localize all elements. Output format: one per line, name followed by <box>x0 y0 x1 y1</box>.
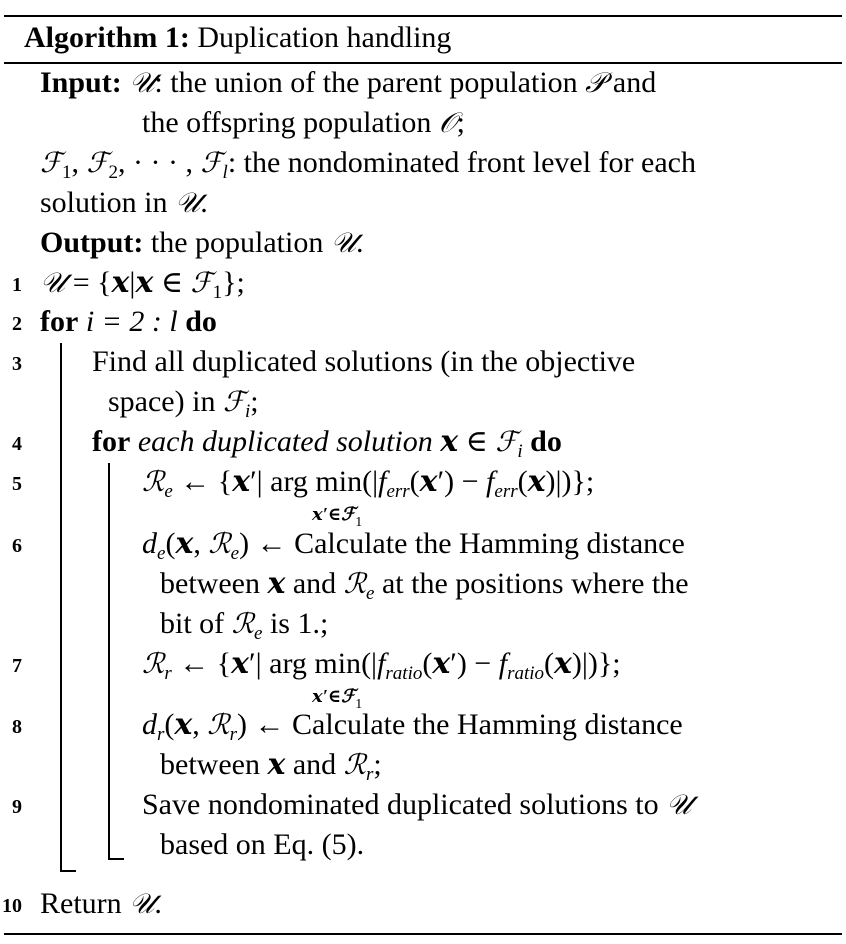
symbol-F: ℱ <box>190 266 213 299</box>
symbol-x: 𝒙 <box>432 647 451 680</box>
step-10: Return 𝒰. <box>40 887 162 920</box>
step-6c-rest: is 1.; <box>269 607 329 640</box>
step-3b: space) in ℱ$_i$; <box>108 385 259 422</box>
symbol-F: ℱ <box>200 146 223 179</box>
fronts-text-2: solution in <box>40 186 168 219</box>
rule-bot <box>4 933 842 935</box>
argmin-condition: 𝒙′∈ℱ <box>312 686 356 706</box>
symbol-x: 𝒙 <box>554 647 572 680</box>
inner-loop-foot <box>108 858 124 860</box>
argmin: arg min <box>270 465 363 498</box>
symbol-R: ℛ <box>343 748 367 781</box>
line-number-4: 4 <box>12 433 22 455</box>
output-label: Output: <box>40 226 144 259</box>
algorithm-name: Duplication handling <box>197 21 452 54</box>
symbol-x: 𝒙 <box>267 567 286 600</box>
symbol-R: ℛ <box>207 708 230 741</box>
step-6c: bit of ℛ$_e$ is 1.; <box>160 607 329 644</box>
input-line-2 <box>142 103 465 143</box>
word-bit-of: bit of <box>160 607 225 640</box>
assign-arrow: ← <box>180 465 211 498</box>
step-4: for each duplicated solution 𝒙 ∈ ℱ$_i$ do <box>92 425 562 462</box>
symbol-F: ℱ <box>40 146 63 179</box>
input-text-3: the offspring population <box>142 106 432 139</box>
step-2 <box>40 302 217 342</box>
symbol-R: ℛ <box>142 647 165 680</box>
line-number-6: 6 <box>12 535 22 557</box>
symbol-x: 𝒙 <box>175 527 194 560</box>
symbol-x: 𝒙 <box>135 266 154 299</box>
symbol-U: 𝒰 <box>129 887 155 920</box>
err-subscript: err <box>494 481 518 502</box>
keyword-return: Return <box>40 887 122 920</box>
word-between: between <box>160 567 260 600</box>
step-3b-text: space) in <box>108 385 216 418</box>
semicolon: ; <box>456 106 465 139</box>
step-1: 𝒰 = {𝒙|𝒙 ∈ ℱ$_1$}; <box>40 266 245 303</box>
keyword-do: do <box>185 305 217 338</box>
word-and: and <box>292 748 337 781</box>
algorithm-label: Algorithm 1: <box>24 21 190 54</box>
symbol-F: ℱ <box>222 385 245 418</box>
argmin: arg min <box>269 647 362 680</box>
step-9a <box>142 785 691 825</box>
step-3a: Find all duplicated solutions (in the objective <box>92 345 636 378</box>
argmin-under-5: 𝒙′∈ℱ$_1$ <box>312 504 363 530</box>
step-8b: between 𝒙 and ℛ$_r$; <box>160 748 382 785</box>
symbol-U: 𝒰 <box>330 226 357 259</box>
step-6b-rest: at the positions where the <box>381 567 689 600</box>
assign-arrow: ← <box>256 527 287 560</box>
symbol-R: ℛ <box>208 527 231 560</box>
argmin-condition: 𝒙′∈ℱ <box>312 504 356 524</box>
outer-loop-foot <box>60 870 76 872</box>
word-between: between <box>160 748 260 781</box>
symbol-U: 𝒰 <box>666 788 692 821</box>
line-number-10: 10 <box>2 895 22 917</box>
symbol-F: ℱ <box>495 425 518 458</box>
symbol-R: ℛ <box>343 567 367 600</box>
line-number-9: 9 <box>12 796 22 818</box>
line-number-3: 3 <box>12 353 22 375</box>
line-number-5: 5 <box>12 473 22 495</box>
fronts-text: : the nondominated front level for each <box>227 146 696 179</box>
ratio-subscript: ratio <box>507 663 545 684</box>
input-line-1 <box>40 63 656 103</box>
symbol-R: ℛ <box>142 465 165 498</box>
line-number-1: 1 <box>12 274 22 296</box>
symbol-F: ℱ <box>86 146 109 179</box>
symbol-P: 𝒫 <box>585 66 606 99</box>
step-5: ℛ$_e$ ← {𝒙′| arg $\min(|f_{err}(𝒙')$ − $f_{err}(𝒙)|$)}; <box>142 465 595 502</box>
input-label: Input: <box>40 66 122 99</box>
line-number-7: 7 <box>12 655 22 677</box>
symbol-U: 𝒰 <box>175 186 201 219</box>
step-6a: $d_e(𝒙$, ℛ$_e$) ← Calculate the Hamming distance <box>142 527 685 564</box>
word-and: and <box>292 567 337 600</box>
symbol-x: 𝒙 <box>174 708 193 741</box>
line-number-2: 2 <box>12 313 22 335</box>
symbol-x: 𝒙 <box>232 465 251 498</box>
step-6a-text: Calculate the Hamming distance <box>294 527 685 560</box>
symbol-R: ℛ <box>231 607 255 640</box>
argmin-under-7: 𝒙′∈ℱ$_1$ <box>312 686 363 712</box>
symbol-x: 𝒙 <box>440 425 459 458</box>
algorithm-title <box>24 17 451 59</box>
input-line-4: solution in 𝒰. <box>40 186 208 219</box>
line-number-8: 8 <box>12 716 22 738</box>
loop-each: each duplicated solution <box>137 425 433 458</box>
keyword-for: for <box>40 305 79 338</box>
output-text: the population <box>150 226 324 259</box>
symbol-x: 𝒙 <box>111 266 130 299</box>
step-8a: $d_r(𝒙$, ℛ$_r$) ← Calculate the Hamming distance <box>142 708 683 745</box>
step-9b: based on Eq. (5). <box>160 828 365 861</box>
output-line: Output: the population 𝒰. <box>40 226 364 259</box>
symbol-x: 𝒙 <box>527 465 546 498</box>
symbol-U: 𝒰 <box>129 66 155 99</box>
symbol-U: 𝒰 <box>40 266 66 299</box>
symbol-x: 𝒙 <box>419 465 438 498</box>
step-6b: between 𝒙 and ℛ$_e$ at the positions where the <box>160 567 689 604</box>
symbol-x: 𝒙 <box>231 647 250 680</box>
assign-arrow: ← <box>179 647 210 680</box>
input-text-1: : the union of the parent population <box>154 66 578 99</box>
input-text-2: and <box>612 66 657 99</box>
symbol-x: 𝒙 <box>267 748 286 781</box>
assign-arrow: ← <box>254 708 285 741</box>
step-7: ℛ$_r$ ← {𝒙′| arg $\min(|f_{ratio}(𝒙')$ − $f_{ratio}(𝒙)|$)}; <box>142 647 621 684</box>
keyword-for: for <box>92 425 131 458</box>
keyword-do: do <box>530 425 562 458</box>
inner-loop-bar <box>108 463 110 859</box>
loop-range: i = 2 : l <box>85 305 178 338</box>
err-subscript: err <box>386 481 410 502</box>
outer-loop-bar <box>60 343 62 871</box>
ratio-subscript: ratio <box>385 663 423 684</box>
step-9a-text: Save nondominated duplicated solutions to <box>142 788 659 821</box>
input-line-3: ℱ$_1$, ℱ$_2$, · · · , ℱ$_l$: the nondominated front level for each <box>40 146 696 183</box>
step-8a-text: Calculate the Hamming distance <box>292 708 683 741</box>
symbol-O: 𝒪 <box>438 106 457 139</box>
